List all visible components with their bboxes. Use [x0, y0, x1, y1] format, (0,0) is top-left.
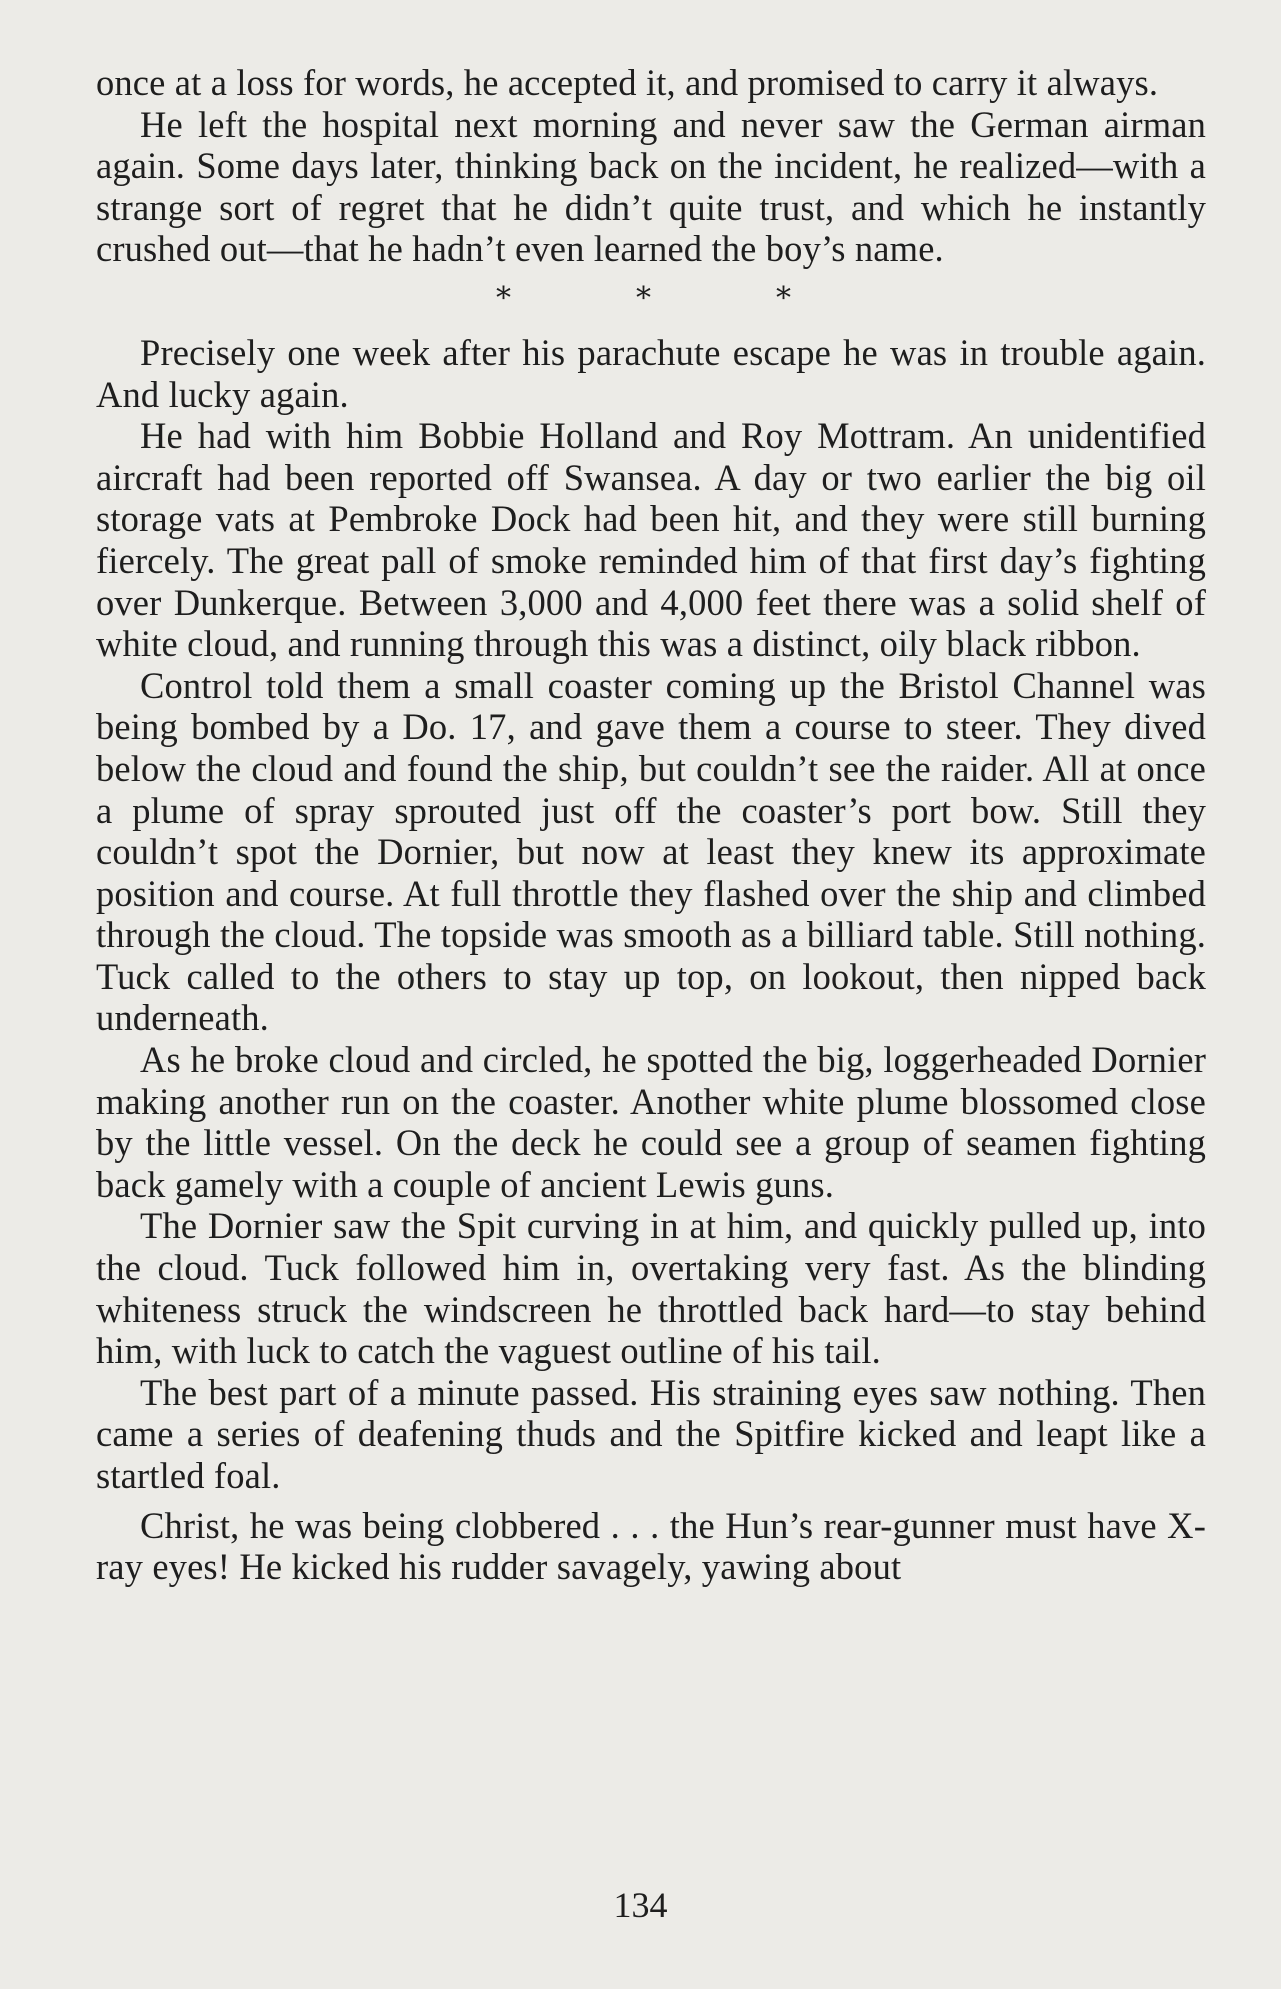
paragraph: As he broke cloud and circled, he spotted the big, loggerheaded Dornier making another run on the coaster. Another white plume blossomed close by the little vessel. On the deck he could see a group of seamen fighting back gamely with a couple of ancient Lewis guns.: [96, 1039, 1206, 1205]
section-break: [96, 270, 1206, 332]
body-text: [96, 62, 1206, 1588]
paragraph: He left the hospital next morning and never saw the German airman again. Some days later, thinking back on the incident, he realized—with a strange sort of regret that he didn’t quite trust, and which he instantly crushed out—that he hadn’t even learned the boy’s name.: [96, 103, 1206, 270]
paragraph-continuation: once at a loss for words, he accepted it, and promised to carry it always.: [96, 62, 1159, 103]
paragraph: The Dornier saw the Spit curving in at him, and quickly pulled up, into the cloud. Tuck followed him in, overtaking very fast. As the blinding whiteness struck the windscreen he throttled back hard—to stay behind him, with luck to catch the vaguest outline of his tail.: [96, 1205, 1206, 1372]
paragraph: He had with him Bobbie Holland and Roy Mottram. An unidentified aircraft had been reported off Swansea. A day or two earlier the big oil storage vats at Pembroke Dock had been hit, and they were still burning fiercely. The great pall of smoke reminded him of that first day’s fighting over Dunkerque. Between 3,000 and 4,000 feet there was a solid shelf of white cloud, and running through this was a distinct, oily black ribbon.: [96, 415, 1206, 665]
paragraph: The best part of a minute passed. His straining eyes saw nothing. Then came a series of deafening thuds and the Spitfire kicked and leapt like a startled foal.: [96, 1371, 1206, 1496]
paragraph: Christ, he was being clobbered . . . the Hun’s rear-gunner must have X-ray eyes! He kicked his rudder savagely, yawing about: [96, 1504, 1206, 1588]
section-break-star: *: [636, 280, 652, 316]
paragraph: Control told them a small coaster coming up the Bristol Channel was being bombed by a Do. 17, and gave them a course to steer. They dived below the cloud and found the ship, but couldn’t see the raider. All at once a plume of spray sprouted just off the coaster’s port bow. Still they couldn’t spot the Dornier, but now at least they knew its approximate position and course. At full throttle they flashed over the ship and climbed through the cloud. The topside was smooth as a billiard table. Still nothing. Tuck called to the others to stay up top, on lookout, then nipped back underneath.: [96, 664, 1206, 1039]
section-break-star: *: [496, 280, 512, 316]
page-number: 134: [613, 1885, 668, 1925]
paragraph-gap: [96, 1497, 1206, 1505]
section-break-star: *: [776, 280, 792, 316]
paragraph: Precisely one week after his parachute escape he was in trouble again. And lucky again.: [96, 331, 1206, 415]
